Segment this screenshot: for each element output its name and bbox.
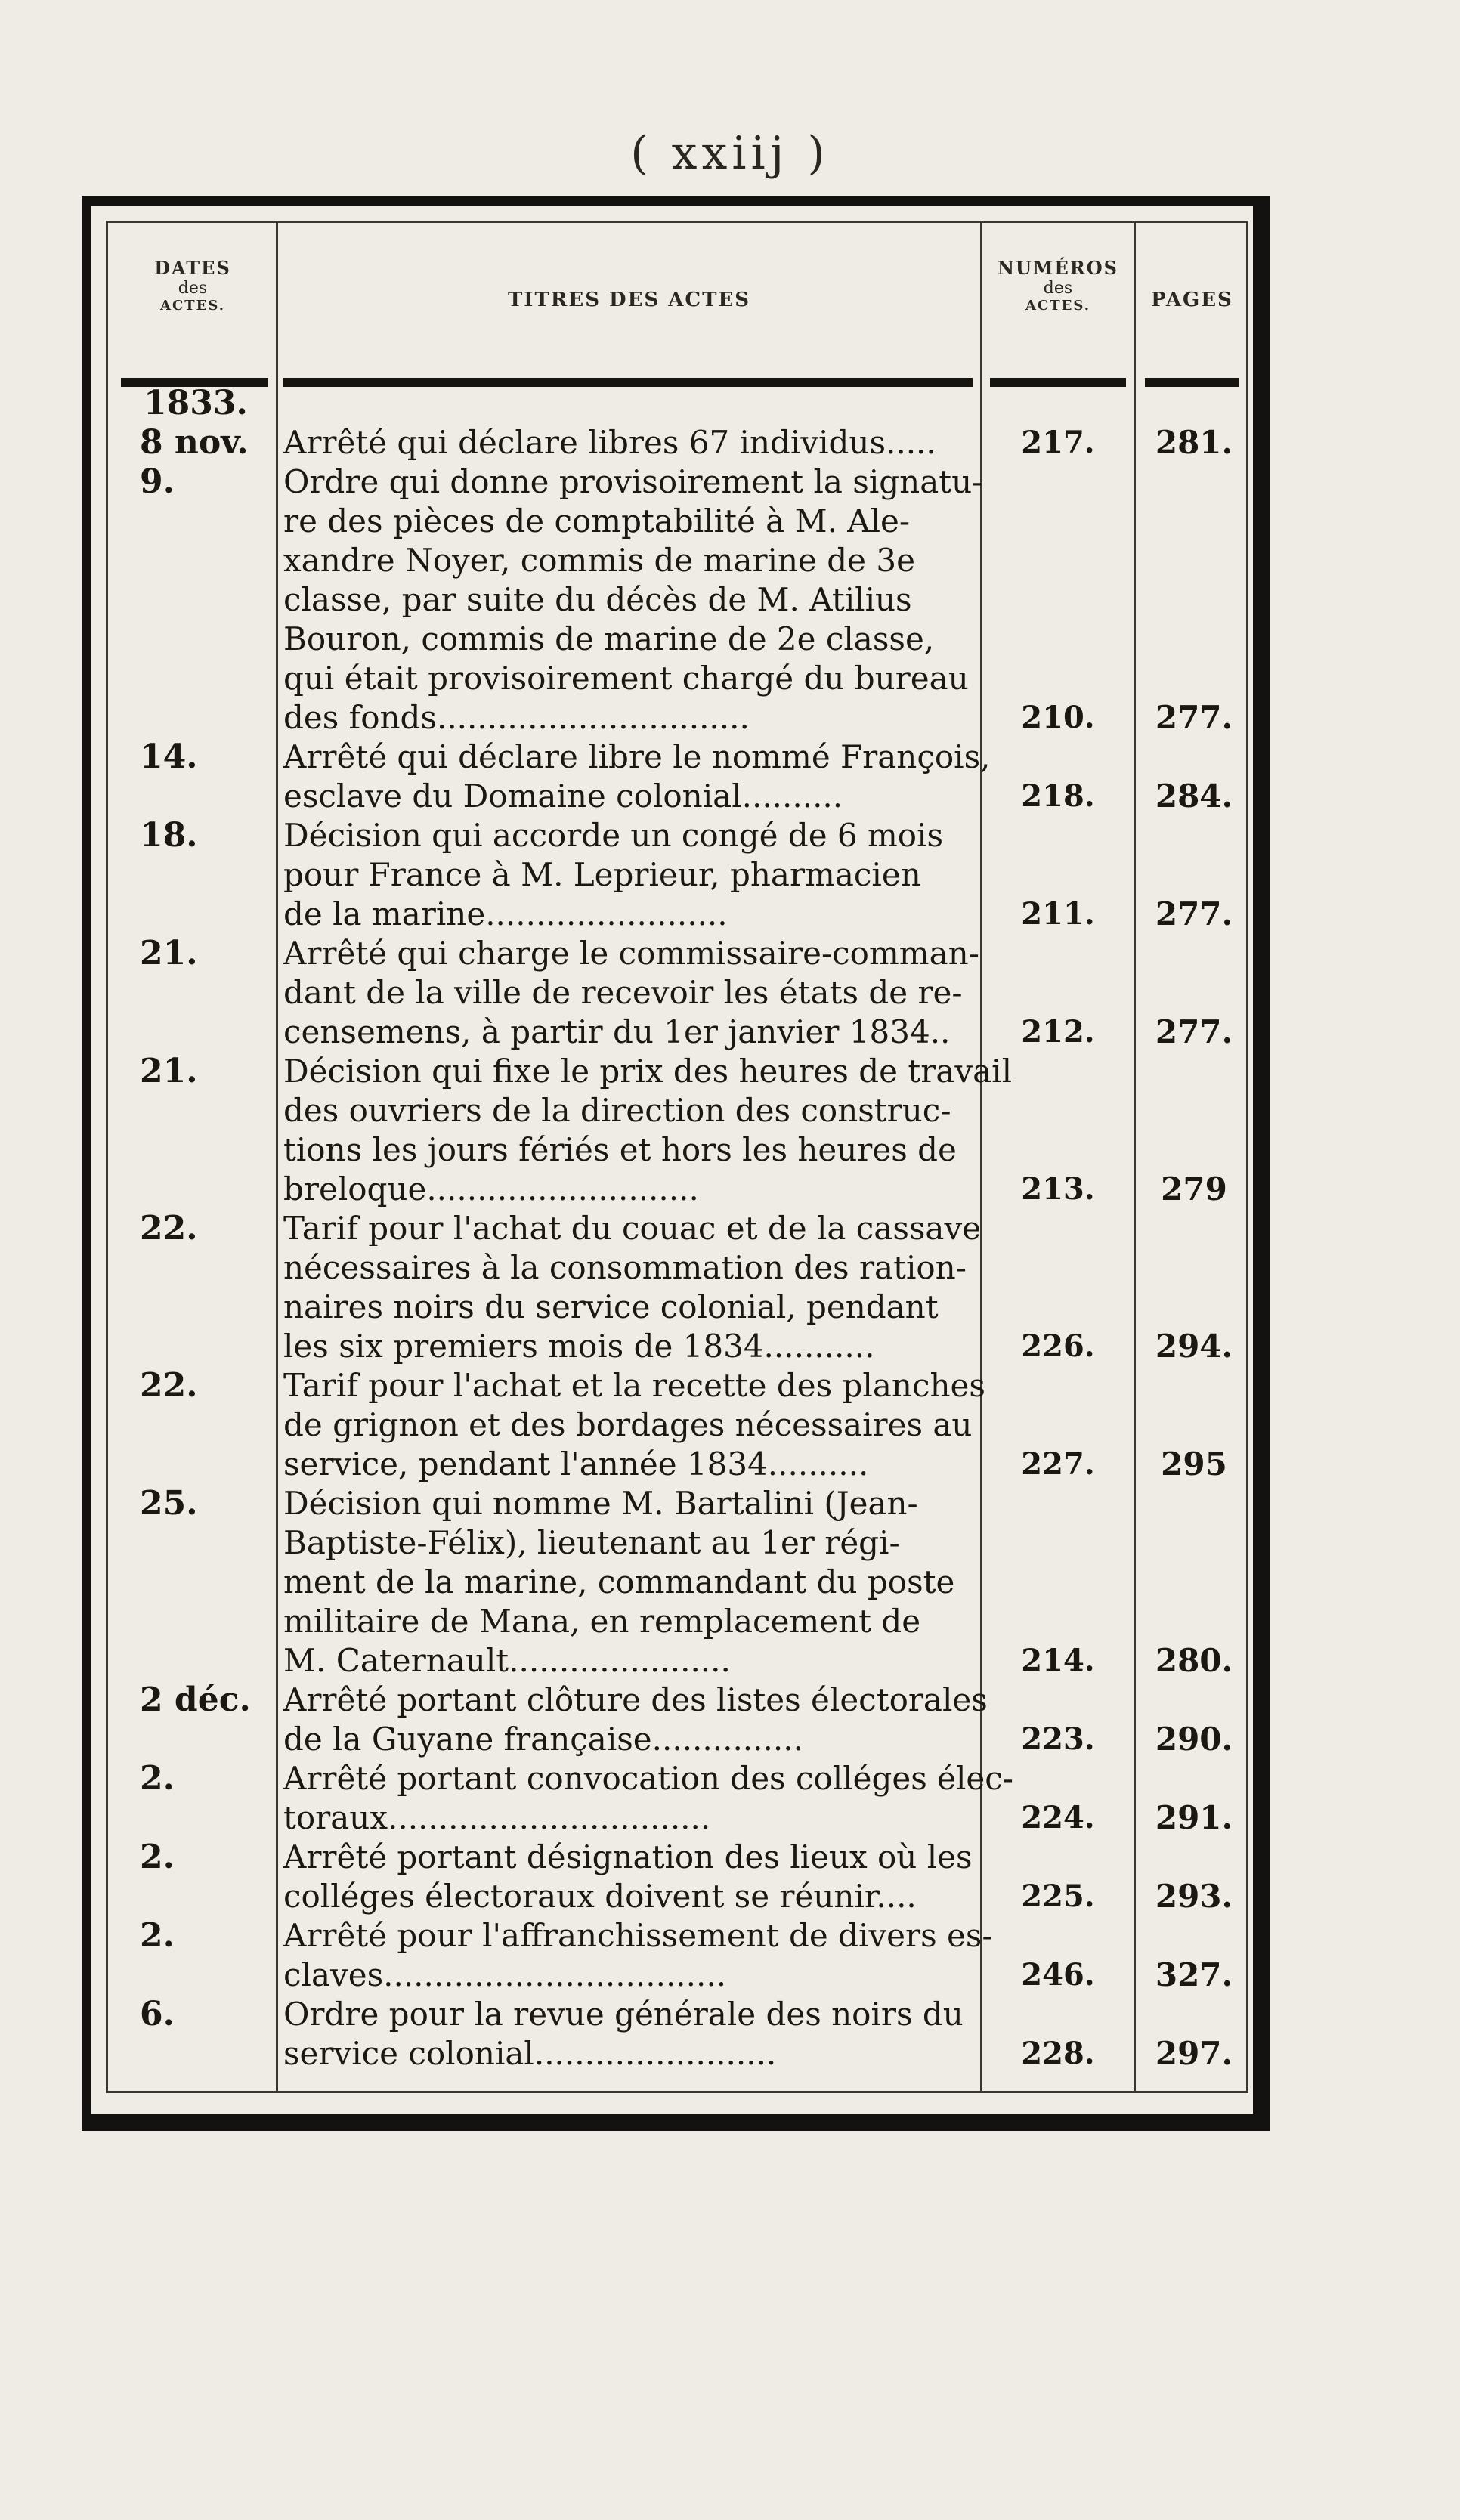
row-title <box>283 1759 1014 1838</box>
row-title-line: claves.................................. <box>283 1956 727 1993</box>
row-date: 8 nov. <box>140 423 249 462</box>
header-numeros-line: NUMÉROS <box>998 257 1118 279</box>
row-act-number: 227. <box>1021 1446 1095 1482</box>
row-title-line: esclave du Domaine colonial.......... <box>283 778 843 815</box>
row-date: 21. <box>140 934 198 972</box>
row-title-line: Ordre pour la revue générale des noirs du <box>283 1996 964 2033</box>
row-title-line: Bouron, commis de marine de 2e classe, <box>283 620 935 657</box>
row-title-line: Tarif pour l'achat et la recette des planches <box>283 1367 985 1404</box>
row-date: 2. <box>140 1759 175 1798</box>
row-title-line: pour France à M. Leprieur, pharmacien <box>283 856 921 893</box>
row-page-number: 327. <box>1155 1956 1233 1993</box>
row-title-line: Décision qui nomme M. Bartalini (Jean- <box>283 1485 918 1522</box>
row-date: 9. <box>140 462 175 501</box>
row-title-line: Baptiste-Félix), lieutenant au 1er régi- <box>283 1524 900 1561</box>
row-title-line: Ordre qui donne provisoirement la signatu- <box>283 463 983 500</box>
row-title-line: de grignon et des bordages nécessaires au <box>283 1406 973 1443</box>
row-title-line: Décision qui accorde un congé de 6 mois <box>283 817 944 854</box>
row-title-line: de la marine........................ <box>283 895 728 932</box>
row-title <box>283 737 1014 816</box>
row-title-line: des fonds............................... <box>283 699 750 736</box>
row-page-number: 295 <box>1161 1446 1227 1483</box>
column-rule <box>276 221 278 2093</box>
row-act-number: 224. <box>1021 1800 1095 1835</box>
header-dates <box>113 257 272 314</box>
row-page-number: 281. <box>1155 424 1233 461</box>
row-page-number: 294. <box>1155 1328 1233 1365</box>
row-date: 2. <box>140 1838 175 1876</box>
row-act-number: 213. <box>1021 1171 1095 1207</box>
row-title-line: xandre Noyer, commis de marine de 3e <box>283 542 915 579</box>
year-label: 1833. <box>144 384 248 422</box>
header-rule <box>990 378 1126 387</box>
row-title-line: ment de la marine, commandant du poste <box>283 1563 955 1600</box>
row-title <box>283 1052 1014 1209</box>
row-date: 21. <box>140 1052 198 1090</box>
header-numeros-line: des <box>1043 279 1073 298</box>
row-date: 2. <box>140 1916 175 1955</box>
row-title-line: classe, par suite du décès de M. Atilius <box>283 581 912 618</box>
row-act-number: 225. <box>1021 1878 1095 1914</box>
row-page-number: 277. <box>1155 1013 1233 1050</box>
row-title-line: Arrêté portant désignation des lieux où les <box>283 1838 973 1875</box>
header-dates-line: ACTES. <box>159 298 226 314</box>
row-page-number: 290. <box>1155 1721 1233 1758</box>
row-page-number: 277. <box>1155 699 1233 736</box>
row-date: 6. <box>140 1995 175 2033</box>
row-title-line: breloque........................... <box>283 1170 699 1207</box>
row-title <box>283 1366 1014 1484</box>
row-title <box>283 423 1014 462</box>
row-title-line: service, pendant l'année 1834.......... <box>283 1446 869 1483</box>
row-page-number: 291. <box>1155 1799 1233 1836</box>
row-act-number: 212. <box>1021 1014 1095 1050</box>
row-title-line: re des pièces de comptabilité à M. Ale- <box>283 502 911 540</box>
row-title <box>283 1838 1014 1916</box>
row-title-line: Tarif pour l'achat du couac et de la cassave <box>283 1210 982 1247</box>
row-page-number: 293. <box>1155 1878 1233 1915</box>
row-page-number: 284. <box>1155 778 1233 815</box>
row-act-number: 218. <box>1021 778 1095 814</box>
row-act-number: 214. <box>1021 1643 1095 1678</box>
header-numeros <box>984 257 1132 314</box>
row-title-line: censemens, à partir du 1er janvier 1834.. <box>283 1013 951 1050</box>
row-title-line: des ouvriers de la direction des construc- <box>283 1092 951 1129</box>
row-title-line: qui était provisoirement chargé du bureau <box>283 660 969 697</box>
row-title-line: M. Caternault...................... <box>283 1642 731 1679</box>
row-title-line: Arrêté qui charge le commissaire-comman- <box>283 935 979 972</box>
row-act-number: 226. <box>1021 1328 1095 1364</box>
row-title <box>283 1484 1014 1681</box>
column-rule <box>1134 221 1136 2093</box>
row-title-line: dant de la ville de recevoir les états de re- <box>283 974 963 1011</box>
row-page-number: 297. <box>1155 2035 1233 2072</box>
row-act-number: 228. <box>1021 2036 1095 2071</box>
row-act-number: 246. <box>1021 1957 1095 1993</box>
header-dates-line: DATES <box>154 257 231 279</box>
row-date: 18. <box>140 816 198 855</box>
row-page-number: 280. <box>1155 1642 1233 1679</box>
row-date: 22. <box>140 1209 198 1248</box>
row-title <box>283 1995 1014 2073</box>
row-title-line: Arrêté portant clôture des listes électorales <box>283 1681 988 1718</box>
header-pages: PAGES <box>1151 289 1233 311</box>
row-title-line: naires noirs du service colonial, pendant <box>283 1288 939 1325</box>
row-title-line: militaire de Mana, en remplacement de <box>283 1603 921 1640</box>
row-page-number: 279 <box>1161 1170 1227 1207</box>
row-title-line: tions les jours fériés et hors les heures de <box>283 1131 957 1168</box>
row-title-line: Arrêté qui déclare libre le nommé François, <box>283 738 991 775</box>
page-number: ( xxiij ) <box>630 127 830 180</box>
row-title-line: nécessaires à la consommation des ration- <box>283 1249 967 1286</box>
row-title-line: Arrêté portant convocation des colléges élec- <box>283 1760 1013 1797</box>
row-title-line: de la Guyane française............... <box>283 1721 803 1758</box>
row-title <box>283 1209 1014 1366</box>
row-title <box>283 934 1014 1052</box>
row-title <box>283 462 1014 737</box>
row-act-number: 223. <box>1021 1721 1095 1757</box>
row-date: 14. <box>140 737 198 776</box>
row-page-number: 277. <box>1155 895 1233 932</box>
header-titres: TITRES DES ACTES <box>507 289 751 311</box>
row-title-line: Arrêté qui déclare libres 67 individus..... <box>283 424 936 461</box>
row-title-line: toraux................................ <box>283 1799 711 1836</box>
header-dates-line: des <box>178 279 208 298</box>
row-title-line: colléges électoraux doivent se réunir.... <box>283 1878 917 1915</box>
row-title-line: service colonial........................ <box>283 2035 777 2072</box>
row-act-number: 211. <box>1021 896 1095 932</box>
row-title-line: Arrêté pour l'affranchissement de divers es- <box>283 1917 993 1954</box>
header-rule <box>1145 378 1239 387</box>
row-title <box>283 816 1014 934</box>
header-rule <box>283 378 973 387</box>
row-act-number: 217. <box>1021 425 1095 460</box>
row-title-line: les six premiers mois de 1834........... <box>283 1328 875 1365</box>
header-numeros-line: ACTES. <box>1025 298 1091 314</box>
row-title <box>283 1916 1014 1995</box>
row-title <box>283 1681 1014 1759</box>
row-title-line: Décision qui fixe le prix des heures de travail <box>283 1053 1013 1090</box>
row-date: 22. <box>140 1366 198 1405</box>
row-date: 2 déc. <box>140 1681 251 1719</box>
row-act-number: 210. <box>1021 700 1095 735</box>
row-date: 25. <box>140 1484 198 1523</box>
